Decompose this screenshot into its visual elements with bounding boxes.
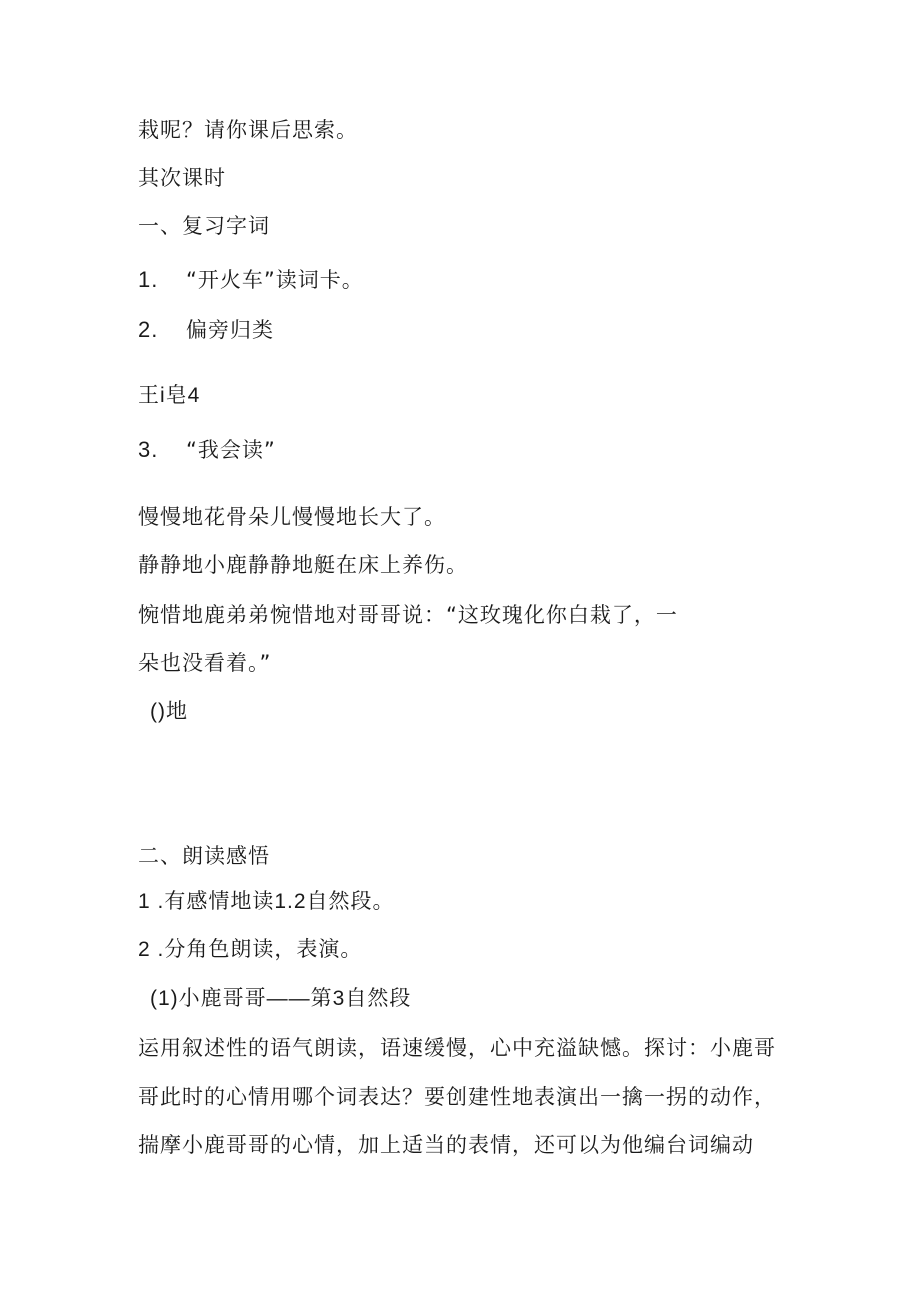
list-number: 3. xyxy=(138,437,159,462)
text-line: 栽呢？请你课后思索。 xyxy=(138,118,358,142)
subsection-heading: (1)小鹿哥哥——第3自然段 xyxy=(150,987,412,1010)
section-heading-reading: 二、朗读感悟 xyxy=(138,844,270,868)
text-line: 运用叙述性的语气朗读，语速缓慢，心中充溢缺憾。探讨：小鹿哥 xyxy=(138,1036,776,1060)
list-number: 2. xyxy=(138,317,159,342)
lesson-heading: 其次课时 xyxy=(138,166,226,190)
text-line: 1 .有感情地读1.2自然段。 xyxy=(138,890,395,913)
text-line: 惋惜地鹿弟弟惋惜地对哥哥说：“这玫瑰化你白栽了，一 xyxy=(138,603,678,627)
list-text: “我会读” xyxy=(186,438,276,462)
text-line: 哥此时的心情用哪个词表达？要创建性地表演出一擒一拐的动作， xyxy=(138,1085,776,1109)
list-number: 1. xyxy=(138,267,159,292)
blank-exercise: ()地 xyxy=(150,700,188,723)
list-text: “开火车”读词卡。 xyxy=(186,268,364,292)
radical-line: 王i皂4 xyxy=(138,384,201,407)
text-line: 朵也没看着。” xyxy=(138,651,272,675)
list-text: 偏旁归类 xyxy=(186,318,274,342)
section-heading-review: 一、复习字词 xyxy=(138,214,270,238)
list-item xyxy=(138,266,364,294)
list-item xyxy=(138,436,276,464)
text-line: 慢慢地花骨朵儿慢慢地长大了。 xyxy=(138,505,446,529)
text-line: 静静地小鹿静静地艇在床上养伤。 xyxy=(138,553,468,577)
text-line: 揣摩小鹿哥哥的心情，加上适当的表情，还可以为他编台词编动 xyxy=(138,1133,754,1157)
list-item xyxy=(138,316,274,344)
text-line: 2 .分角色朗读，表演。 xyxy=(138,938,363,961)
